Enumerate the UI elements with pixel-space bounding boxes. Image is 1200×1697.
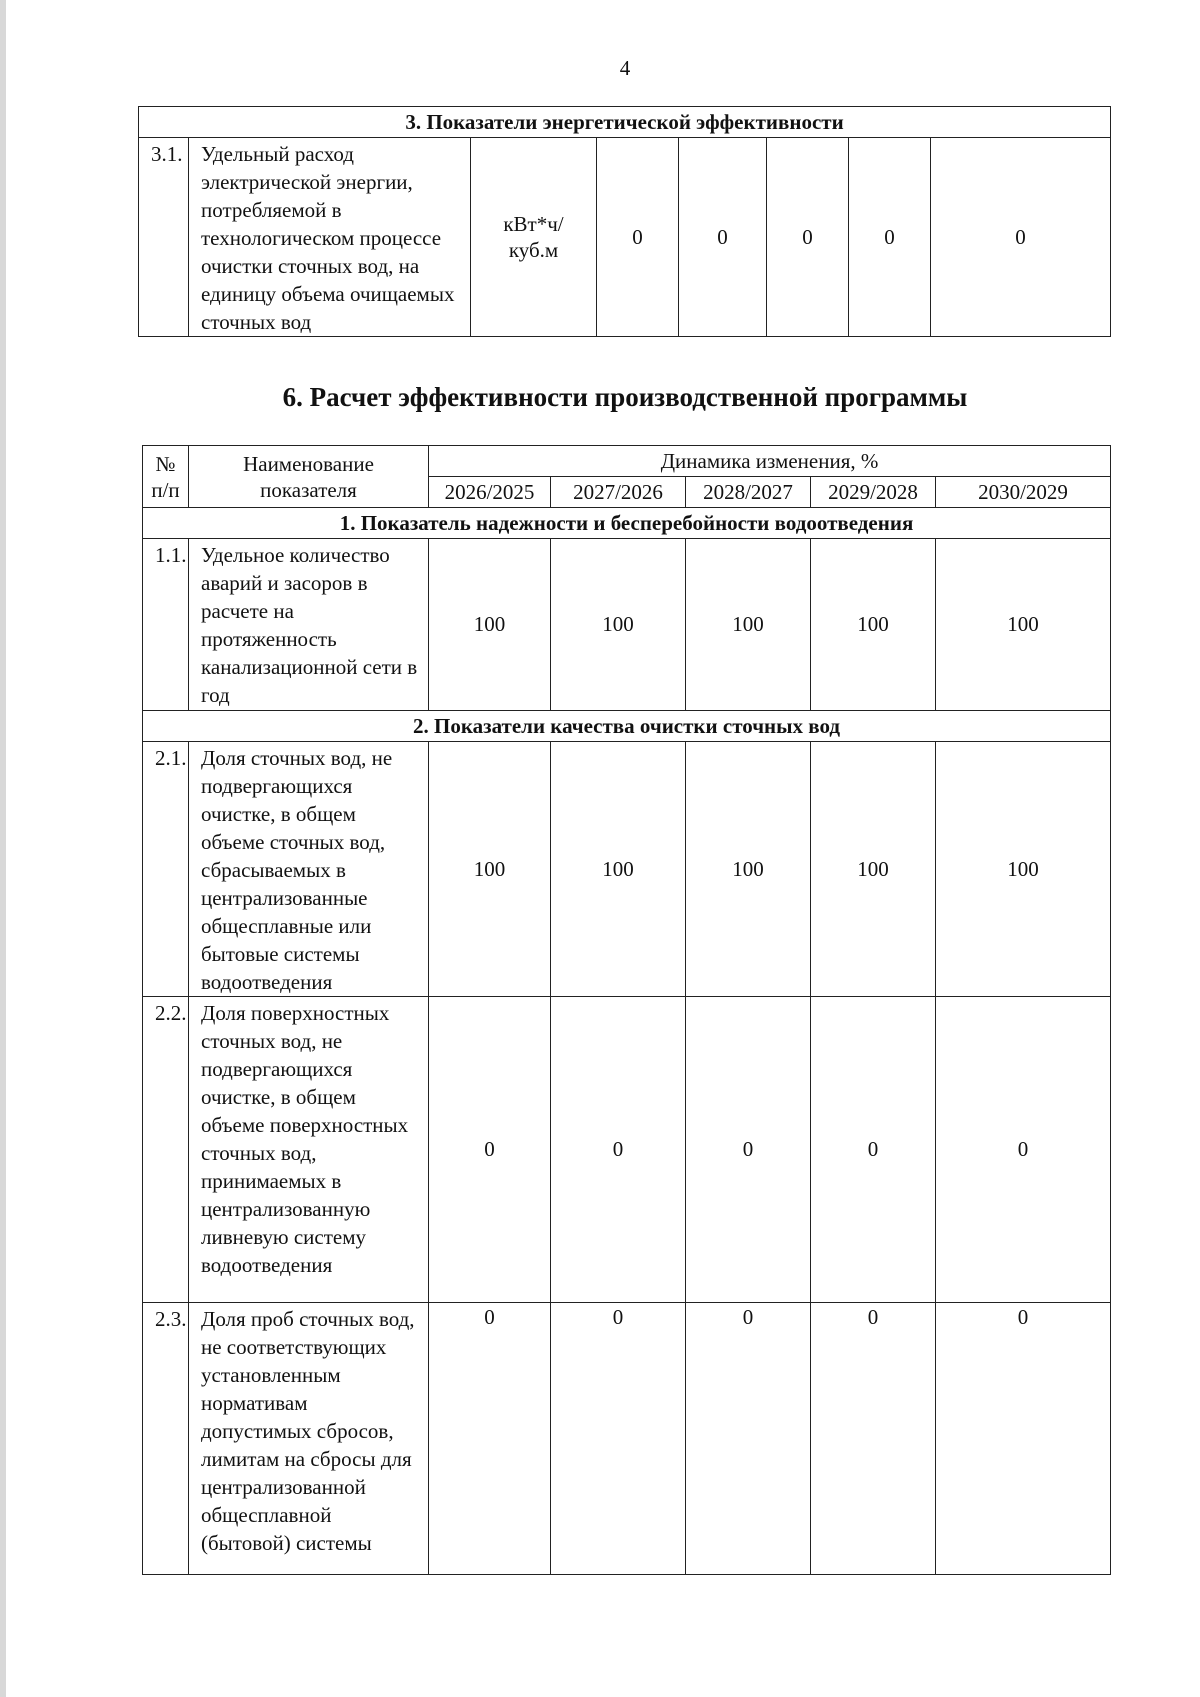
value-cell: 0 (936, 997, 1111, 1303)
section-title: 6. Расчет эффективности производственной программы (282, 382, 968, 412)
value-cell: 0 (936, 1303, 1111, 1575)
indicator-name: Удельное количество аварий и засоров в расчете на протяженность канализационной сети в год (189, 539, 429, 711)
value-cell: 0 (931, 138, 1111, 337)
section-header-quality: 2. Показатели качества очистки сточных вод (143, 711, 1111, 742)
header-year: 2028/2027 (686, 477, 811, 508)
value-cell: 0 (597, 138, 679, 337)
value-cell: 100 (686, 742, 811, 997)
value-cell: 100 (551, 742, 686, 997)
indicator-name: Доля поверхностных сточных вод, не подвергающихся очистке, в общем объеме поверхностных сточных вод, принимаемых в централизованную ливневую систему водоотведения (189, 997, 429, 1303)
header-number-line-2: п/п (151, 477, 180, 502)
unit-line-1: кВт*ч/ (503, 212, 564, 236)
value-cell: 100 (429, 742, 551, 997)
value-cell: 0 (767, 138, 849, 337)
header-year: 2026/2025 (429, 477, 551, 508)
efficiency-calculation-table (142, 445, 1111, 1575)
value-cell: 100 (686, 539, 811, 711)
unit-line-2: куб.м (508, 238, 559, 262)
row-number: 1.1. (143, 539, 189, 711)
header-dynamics: Динамика изменения, % (429, 446, 1111, 477)
row-number: 3.1. (139, 138, 189, 337)
section-header-energy: 3. Показатели энергетической эффективности (139, 107, 1111, 138)
value-cell: 100 (551, 539, 686, 711)
value-cell: 0 (849, 138, 931, 337)
header-number (143, 446, 189, 508)
value-cell: 0 (679, 138, 767, 337)
value-cell: 0 (686, 997, 811, 1303)
value-cell: 0 (429, 997, 551, 1303)
page-number: 4 (619, 56, 631, 80)
indicator-name: Доля проб сточных вод, не соответствующих установленным нормативам допустимых сбросов, лимитам на сбросы для централизованной общесплавной (бытовой) системы (189, 1303, 429, 1575)
section-header-reliability: 1. Показатель надежности и бесперебойности водоотведения (143, 508, 1111, 539)
header-year: 2030/2029 (936, 477, 1111, 508)
value-cell: 100 (811, 539, 936, 711)
value-cell: 0 (811, 997, 936, 1303)
value-cell: 0 (429, 1303, 551, 1575)
header-indicator-name (189, 446, 429, 508)
header-year: 2027/2026 (551, 477, 686, 508)
header-number-line-1: № (155, 451, 176, 476)
value-cell: 0 (686, 1303, 811, 1575)
header-year: 2029/2028 (811, 477, 936, 508)
row-number: 2.1. (143, 742, 189, 997)
header-name-line-1: Наименование (243, 451, 374, 476)
value-cell: 100 (811, 742, 936, 997)
value-cell: 100 (429, 539, 551, 711)
value-cell: 0 (551, 997, 686, 1303)
value-cell: 0 (551, 1303, 686, 1575)
value-cell: 100 (936, 539, 1111, 711)
energy-efficiency-table (138, 106, 1111, 337)
row-number: 2.3. (143, 1303, 189, 1575)
row-number: 2.2. (143, 997, 189, 1303)
indicator-name: Доля сточных вод, не подвергающихся очистке, в общем объеме сточных вод, сбрасываемых в централизованные общесплавные или бытовые системы водоотведения (189, 742, 429, 997)
header-name-line-2: показателя (260, 477, 357, 502)
indicator-name: Удельный расход электрической энергии, потребляемой в технологическом процессе очистки сточных вод, на единицу объема очищаемых сточных вод (189, 138, 471, 337)
value-cell: 0 (811, 1303, 936, 1575)
value-cell: 100 (936, 742, 1111, 997)
scan-edge (0, 0, 6, 1697)
unit-cell (471, 138, 597, 337)
